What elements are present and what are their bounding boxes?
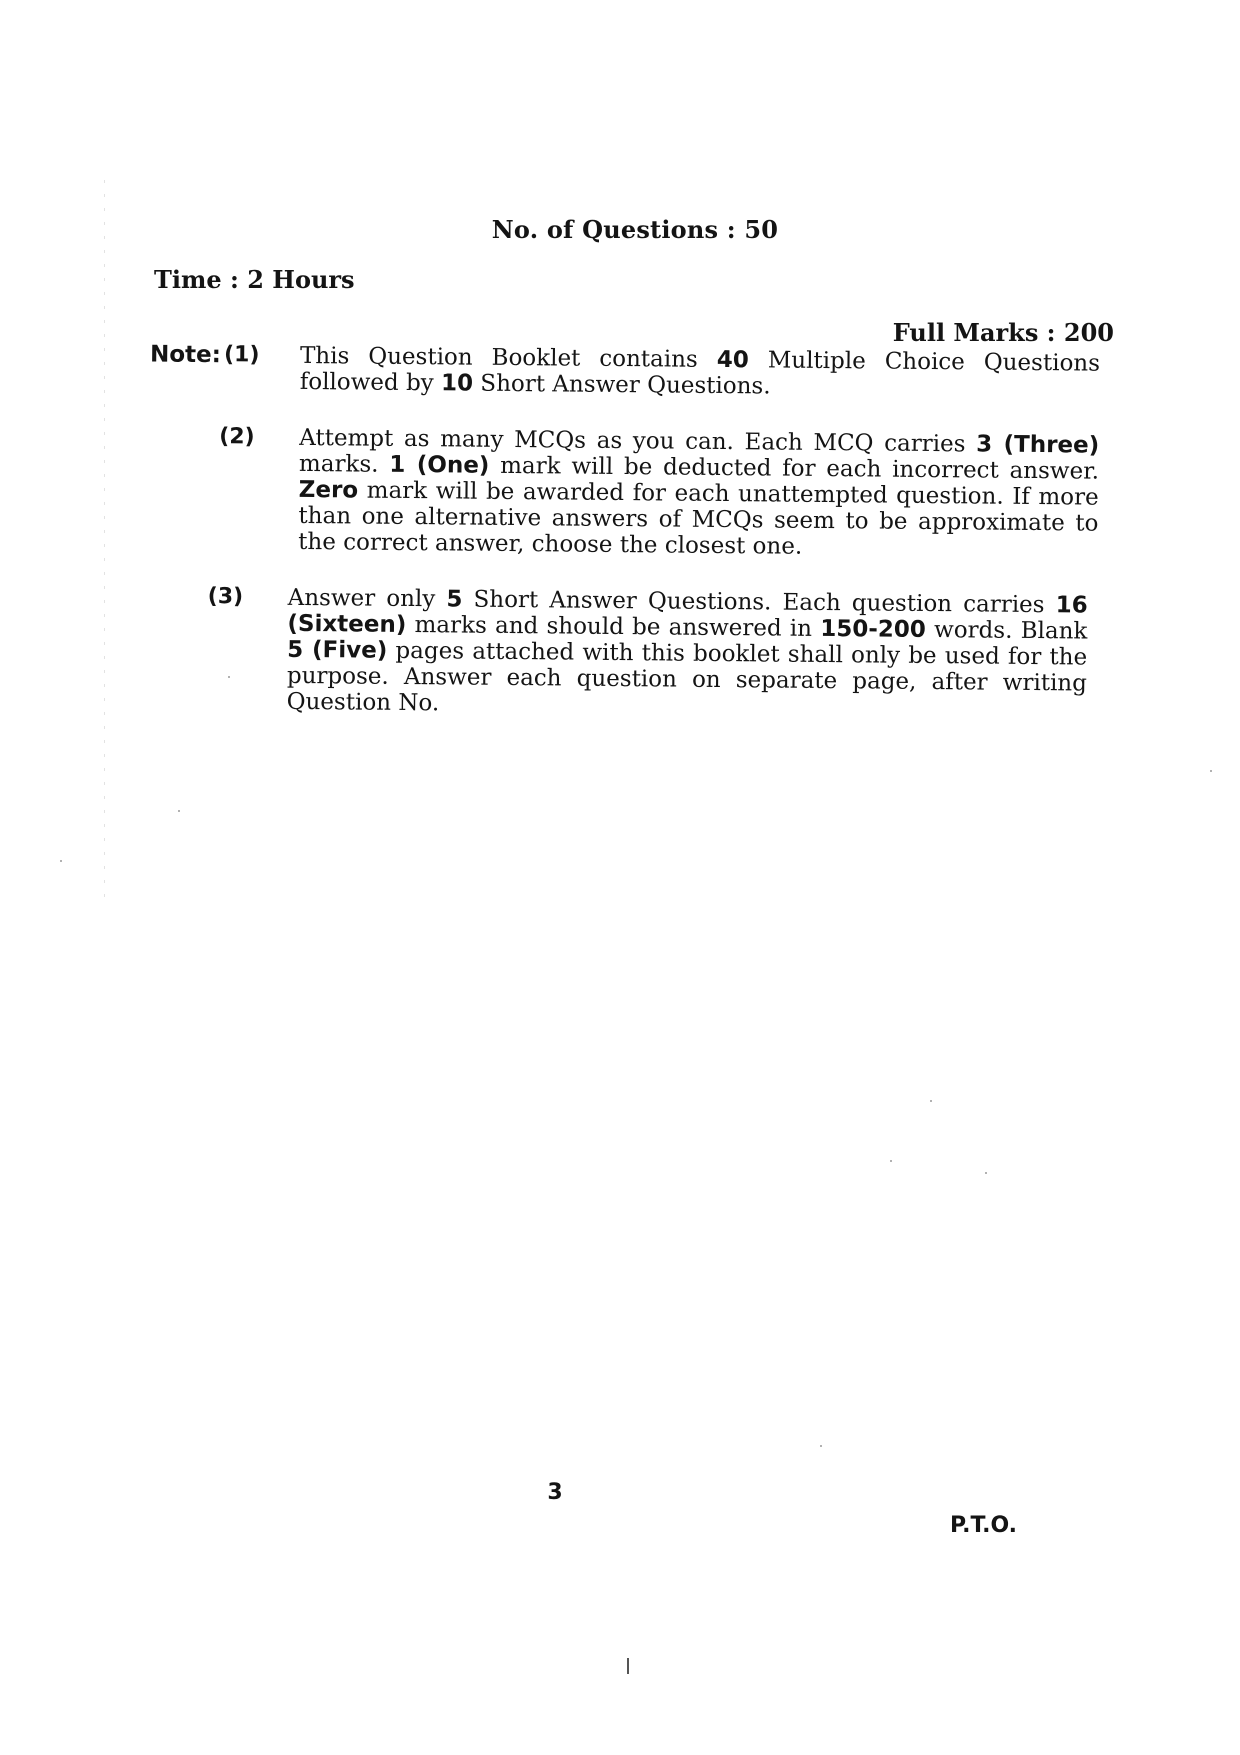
emphasized-text: Zero xyxy=(298,476,359,504)
scan-speck xyxy=(985,1172,987,1174)
scan-speck xyxy=(930,1100,932,1102)
full-marks: Full Marks : 200 xyxy=(892,318,1114,347)
note-item-number: (1) xyxy=(223,342,260,368)
note-item-text xyxy=(298,425,1099,563)
note-text-run: This Question Booklet contains xyxy=(299,342,717,373)
note-text-run: Attempt as many MCQs as you can. Each MCQ carries xyxy=(299,424,977,458)
scan-speck xyxy=(820,1445,822,1447)
emphasized-text: 40 xyxy=(716,346,749,374)
note-text-run: marks and should be answered in xyxy=(406,611,821,642)
note-text-run: mark will be awarded for each unattempted question. If more than one alternative answers of MCQs seem to be approximate to the correct answer, choose the closest one. xyxy=(298,477,1099,560)
note-text-run: Multiple Choice Questions followed by xyxy=(299,347,1101,397)
note-text-run: Short Answer Questions. xyxy=(472,370,771,400)
emphasized-text: 5 (Five) xyxy=(287,636,388,664)
note-item-text xyxy=(287,585,1088,723)
emphasized-text: 10 xyxy=(440,370,474,397)
note-item-number: (3) xyxy=(207,584,244,610)
note-item-number: (2) xyxy=(219,424,255,450)
note-item-text xyxy=(300,343,1100,403)
emphasized-text: 1 (One) xyxy=(389,451,490,479)
please-turn-over: P.T.O. xyxy=(950,1513,1018,1538)
exam-time: Time : 2 Hours xyxy=(154,265,355,294)
note-text-run: words. Blank xyxy=(925,616,1088,645)
scan-speck xyxy=(228,676,230,678)
page-number: 3 xyxy=(547,1480,563,1505)
emphasized-text: 5 xyxy=(446,586,463,613)
note-text-run: Short Answer Questions. Each question carries xyxy=(462,586,1056,619)
note-text-run: pages attached with this booklet shall only be used for the purpose. Answer each question on separate page, after writing Question No. xyxy=(286,637,1088,717)
scan-speck xyxy=(60,860,62,862)
note-text-run: mark will be deducted for each incorrect answer. xyxy=(489,452,1100,485)
emphasized-text: 3 (Three) xyxy=(976,431,1100,459)
note-label: Note: xyxy=(149,341,221,369)
scan-speck xyxy=(1210,770,1212,772)
scan-speck xyxy=(178,810,180,812)
number-of-questions: No. of Questions : 50 xyxy=(491,215,779,244)
emphasized-text: 16 (Sixteen) xyxy=(287,592,1088,638)
emphasized-text: 150-200 xyxy=(820,615,926,643)
scan-speck xyxy=(890,1160,892,1162)
instructions-section xyxy=(0,0,1240,806)
binding-mark xyxy=(627,1658,629,1674)
note-text-run: Answer only xyxy=(287,584,447,613)
note-text-run: marks. xyxy=(298,450,390,478)
